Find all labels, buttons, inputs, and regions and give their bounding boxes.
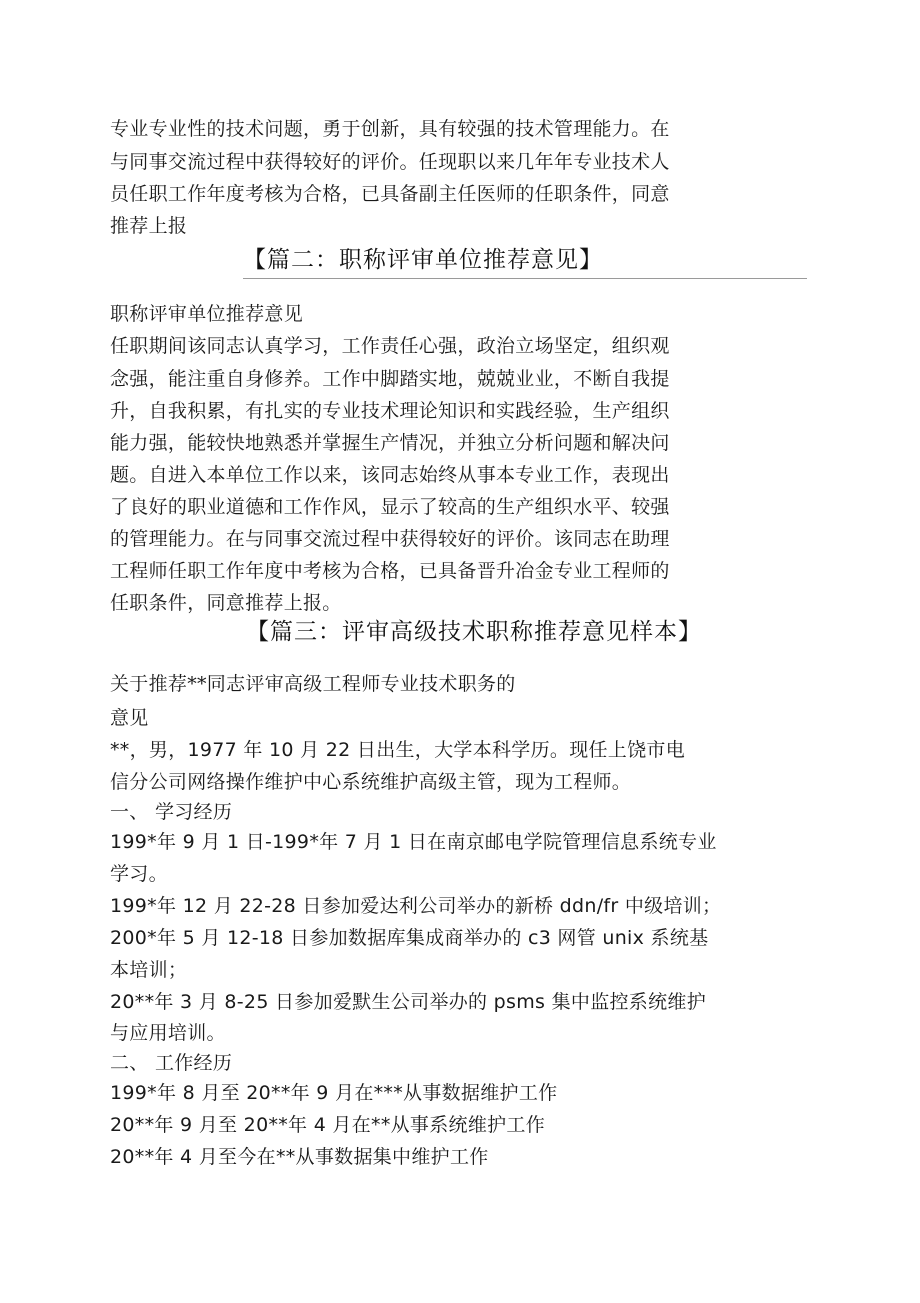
list-item: 本培训； [110,959,188,981]
paragraph-line: 任职条件，同意推荐上报。 [110,592,342,614]
paragraph-line: 员任职工作年度考核为合格，已具备副主任医师的任职条件，同意 [110,183,670,205]
list-item: 199*年 8 月至 20**年 9 月在***从事数据维护工作 [110,1082,558,1104]
list-item: 20**年 4 月至今在**从事数据集中维护工作 [110,1146,489,1168]
list-item: 20**年 9 月至 20**年 4 月在**从事系统维护工作 [110,1114,546,1136]
paragraph-line: 专业专业性的技术问题，勇于创新，具有较强的技术管理能力。在 [110,118,670,140]
paragraph-line: 念强，能注重自身修养。工作中脚踏实地，兢兢业业，不断自我提 [110,368,670,390]
paragraph-line: 了良好的职业道德和工作作风，显示了较高的生产组织水平、较强 [110,496,670,518]
paragraph-line: 题。自进入本单位工作以来，该同志始终从事本专业工作，表现出 [110,464,670,486]
subsection-heading-work: 二、 工作经历 [110,1052,233,1074]
section-heading-2: 【篇二：职称评审单位推荐意见】 [243,247,603,273]
paragraph-line: 升，自我积累，有扎实的专业技术理论知识和实践经验，生产组织 [110,400,670,422]
paragraph-line: 与同事交流过程中获得较好的评价。任现职以来几年年专业技术人 [110,151,670,173]
paragraph-line: 信分公司网络操作维护中心系统维护高级主管，现为工程师。 [110,771,632,793]
paragraph-line: 的管理能力。在与同事交流过程中获得较好的评价。该同志在助理 [110,528,670,550]
section-title: 职称评审单位推荐意见 [110,303,304,325]
list-item: 与应用培训。 [110,1022,226,1044]
heading-underline [243,278,807,279]
paragraph-line: 工程师任职工作年度中考核为合格，已具备晋升冶金专业工程师的 [110,560,670,582]
list-item: 20**年 3 月 8-25 日参加爱默生公司举办的 psms 集中监控系统维护 [110,991,706,1013]
list-item: 199*年 12 月 22-28 日参加爱达利公司举办的新桥 ddn/fr 中级培训； [110,895,722,917]
paragraph-line: **，男，1977 年 10 月 22 日出生，大学本科学历。现任上饶市电 [110,739,686,761]
section-heading-3: 【篇三：评审高级技术职称推荐意见样本】 [246,619,702,645]
paragraph-line: 任职期间该同志认真学习，工作责任心强，政治立场坚定，组织观 [110,335,670,357]
list-item: 200*年 5 月 12-18 日参加数据库集成商举办的 c3 网管 unix 系统基 [110,927,709,949]
section-title: 意见 [110,707,149,729]
list-item: 学习。 [110,863,168,885]
list-item: 199*年 9 月 1 日-199*年 7 月 1 日在南京邮电学院管理信息系统专业 [110,831,717,853]
section-title: 关于推荐**同志评审高级工程师专业技术职务的 [110,673,516,695]
paragraph-line: 推荐上报 [110,215,188,237]
subsection-heading-study: 一、 学习经历 [110,801,233,823]
paragraph-line: 能力强，能较快地熟悉并掌握生产情况，并独立分析问题和解决问 [110,432,670,454]
